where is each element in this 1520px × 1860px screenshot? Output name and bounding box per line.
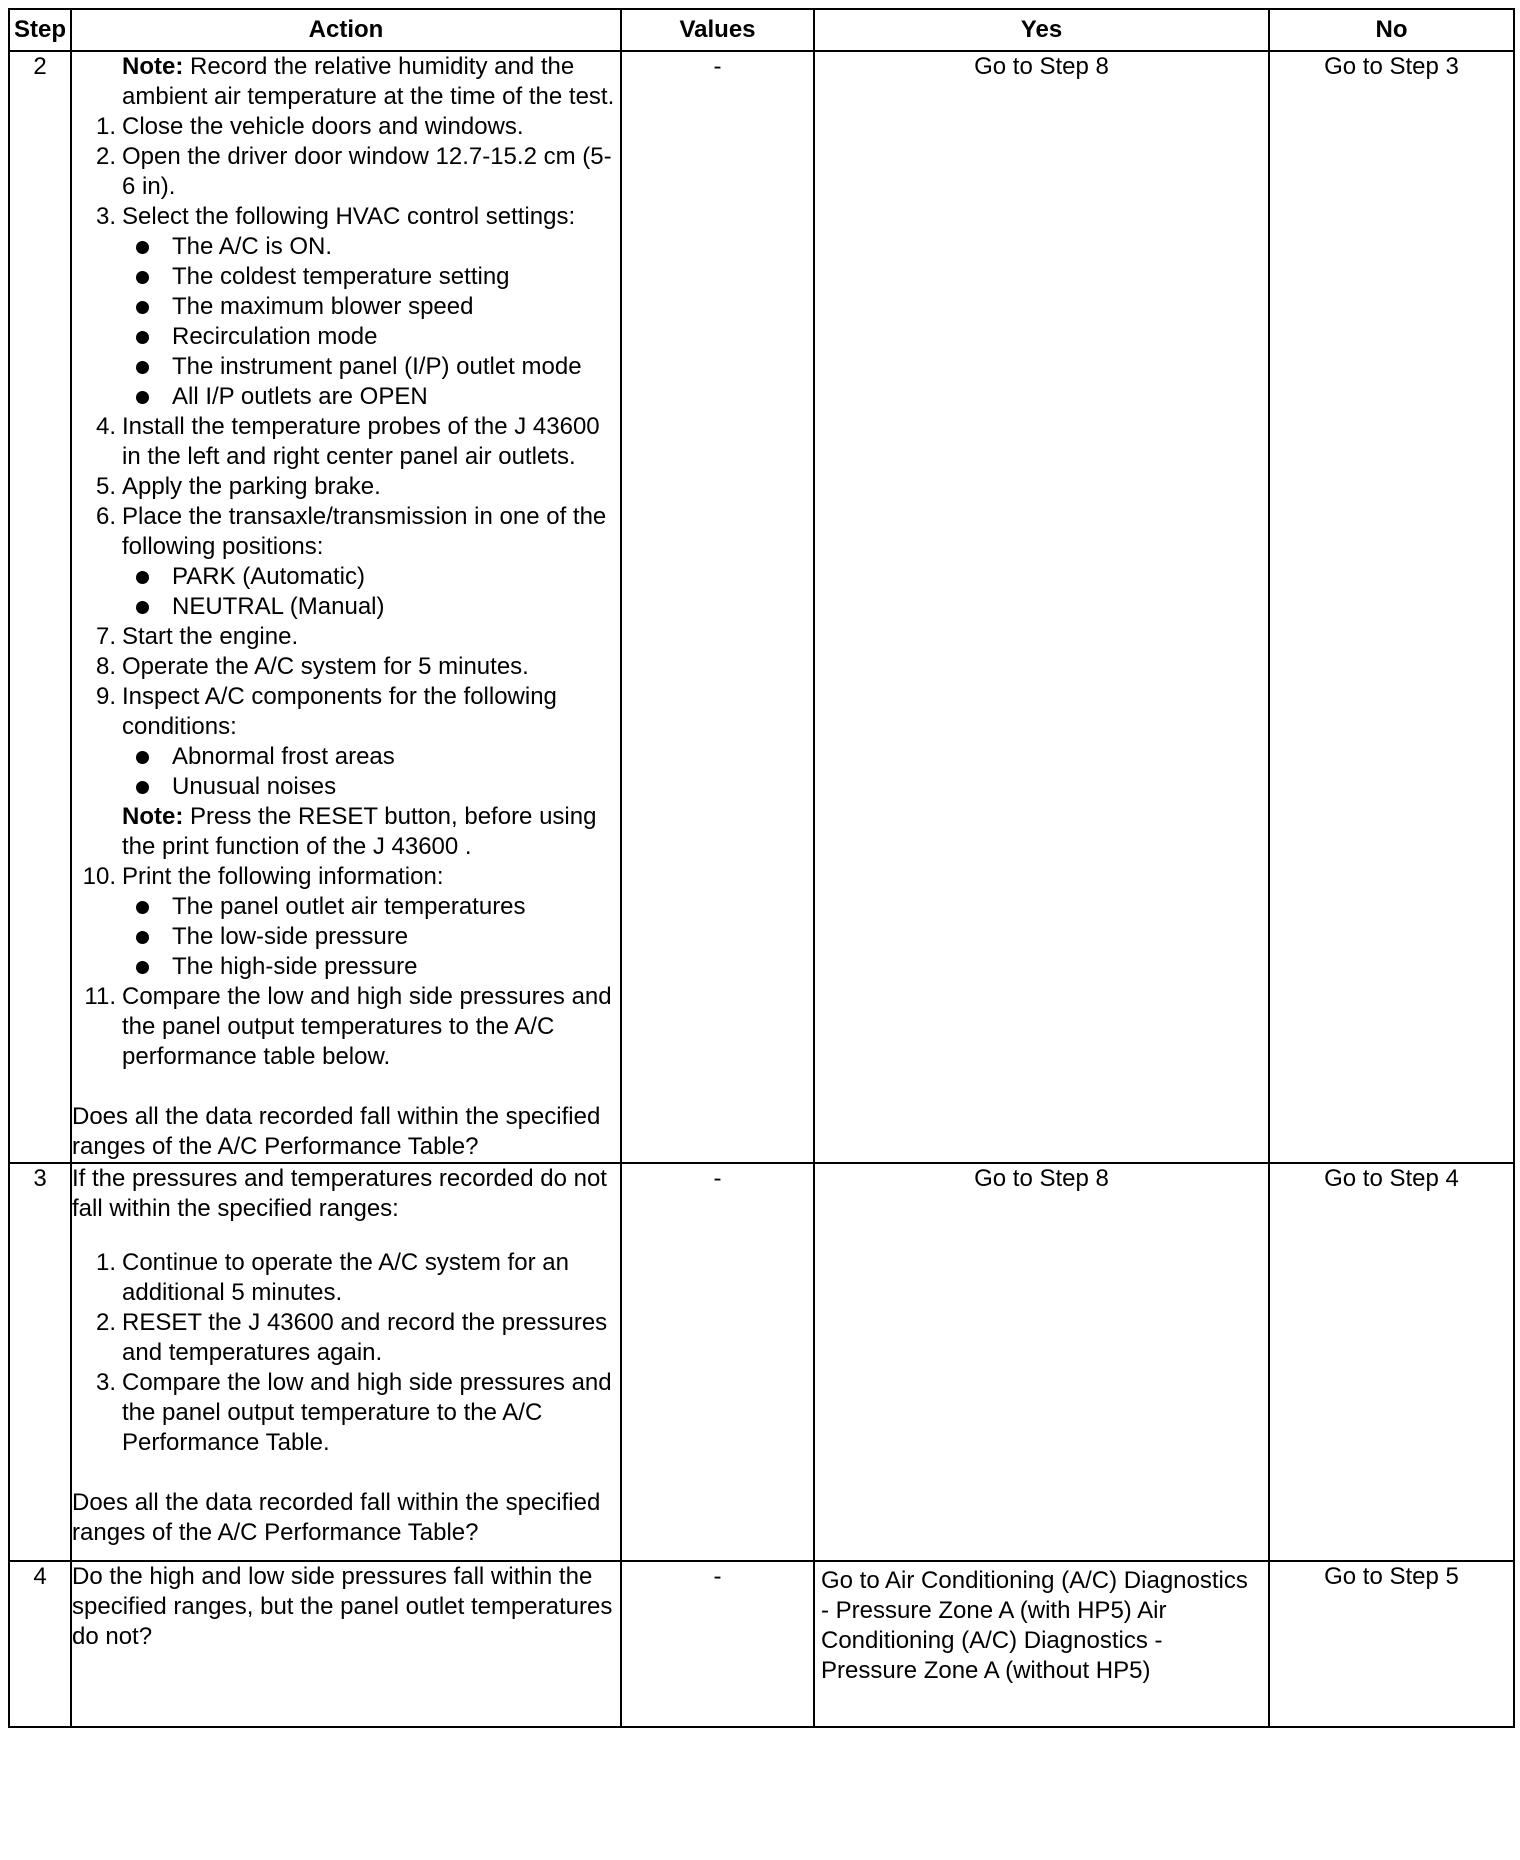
bullet-text: NEUTRAL (Manual) [172, 593, 385, 620]
header-yes: Yes [814, 9, 1269, 51]
list-item [72, 862, 620, 892]
list-text: Select the following HVAC control settings: [122, 203, 576, 230]
bullet-item [136, 772, 620, 802]
bullet-icon [136, 742, 172, 772]
header-no: No [1269, 9, 1514, 51]
bullet-item [136, 232, 620, 262]
note [122, 802, 620, 862]
list-item [72, 622, 620, 652]
header-row [9, 9, 1514, 51]
list-text: Install the temperature probes of the J 43600 in the left and right center panel air outlets. [122, 413, 600, 470]
bullet-item [136, 922, 620, 952]
bullet-text: The panel outlet air temperatures [172, 893, 526, 920]
list-text: Apply the parking brake. [122, 473, 381, 500]
list-item [72, 682, 620, 742]
yes-cell: Go to Step 8 [814, 1163, 1269, 1561]
list-text: Compare the low and high side pressures and the panel output temperature to the A/C Performance Table. [122, 1369, 612, 1456]
list-text: Start the engine. [122, 623, 299, 650]
list-number: 9. [95, 683, 116, 710]
bullet-item [136, 892, 620, 922]
intro-text: If the pressures and temperatures recorded do not fall within the specified ranges: [72, 1165, 607, 1222]
step-row-4 [9, 1561, 1514, 1727]
note-text: Record the relative humidity and the ambient air temperature at the time of the test. [122, 53, 615, 110]
question: Does all the data recorded fall within the specified ranges of the A/C Performance Table? [72, 1489, 601, 1546]
bullet-item [136, 322, 620, 352]
bullet-text: Unusual noises [172, 773, 337, 800]
bullet-icon [136, 952, 172, 982]
list-number: 7. [95, 623, 116, 650]
list-number: 3. [95, 1369, 116, 1396]
bullet-icon [136, 562, 172, 592]
bullet-icon [136, 892, 172, 922]
step-number: 2 [9, 51, 71, 1163]
list-item [72, 1248, 620, 1308]
list-item [72, 1308, 620, 1368]
list-text: RESET the J 43600 and record the pressures and temperatures again. [122, 1309, 608, 1366]
note-label: Note: [122, 53, 184, 80]
action-cell [71, 51, 621, 1163]
step-row-2 [9, 51, 1514, 1163]
values-cell: - [621, 51, 814, 1163]
bullet-text: The low-side pressure [172, 923, 409, 950]
bullet-item [136, 292, 620, 322]
list-number: 5. [95, 473, 116, 500]
list-item [72, 142, 620, 202]
note-text: Press the RESET button, before using the print function of the J 43600 . [122, 803, 597, 860]
list-number: 3. [95, 203, 116, 230]
list-text: Place the transaxle/transmission in one of the following positions: [122, 503, 607, 560]
bullet-item [136, 952, 620, 982]
list-item [72, 652, 620, 682]
list-text: Operate the A/C system for 5 minutes. [122, 653, 529, 680]
list-text: Close the vehicle doors and windows. [122, 113, 524, 140]
action-cell [71, 1163, 621, 1561]
list-text: Compare the low and high side pressures and the panel output temperatures to the A/C performance table below. [122, 983, 612, 1070]
bullet-text: The maximum blower speed [172, 293, 474, 320]
bullet-text: PARK (Automatic) [172, 563, 365, 590]
note [122, 52, 620, 112]
bullet-icon [136, 262, 172, 292]
bullet-icon [136, 922, 172, 952]
question: Does all the data recorded fall within the specified ranges of the A/C Performance Table? [72, 1103, 601, 1160]
action-cell [71, 1561, 621, 1727]
step-row-3 [9, 1163, 1514, 1561]
bullet-icon [136, 232, 172, 262]
bullet-icon [136, 322, 172, 352]
bullet-text: All I/P outlets are OPEN [172, 383, 428, 410]
list-text: Inspect A/C components for the following conditions: [122, 683, 557, 740]
list-number: 11. [84, 983, 116, 1010]
list-item [72, 112, 620, 142]
bullet-text: Abnormal frost areas [172, 743, 395, 770]
bullet-icon [136, 592, 172, 622]
no-cell: Go to Step 3 [1269, 51, 1514, 1163]
list-text: Open the driver door window 12.7-15.2 cm (5-6 in). [122, 143, 612, 200]
bullet-item [136, 592, 620, 622]
list-number: 2. [95, 143, 116, 170]
no-cell: Go to Step 4 [1269, 1163, 1514, 1561]
note-label: Note: [122, 803, 184, 830]
values-cell: - [621, 1561, 814, 1727]
bullet-icon [136, 382, 172, 412]
bullet-item [136, 562, 620, 592]
bullet-icon [136, 292, 172, 322]
bullet-item [136, 262, 620, 292]
diagnostic-table [8, 8, 1515, 1728]
list-number: 10. [82, 863, 116, 890]
list-number: 1. [95, 113, 116, 140]
bullet-icon [136, 352, 172, 382]
list-item [72, 1368, 620, 1458]
question: Do the high and low side pressures fall within the specified ranges, but the panel outlet temperatures do not? [72, 1563, 613, 1650]
values-cell: - [621, 1163, 814, 1561]
no-cell: Go to Step 5 [1269, 1561, 1514, 1727]
header-values: Values [621, 9, 814, 51]
list-item [72, 502, 620, 562]
bullet-item [136, 352, 620, 382]
list-item [72, 472, 620, 502]
bullet-icon [136, 772, 172, 802]
list-item [72, 202, 620, 232]
list-item [72, 982, 620, 1072]
list-number: 4. [95, 413, 116, 440]
step-number: 4 [9, 1561, 71, 1727]
list-text: Continue to operate the A/C system for an additional 5 minutes. [122, 1249, 569, 1306]
list-number: 8. [95, 653, 116, 680]
step-number: 3 [9, 1163, 71, 1561]
bullet-text: The A/C is ON. [172, 233, 333, 260]
list-number: 6. [95, 503, 116, 530]
bullet-item [136, 742, 620, 772]
yes-cell[interactable]: Go to Air Conditioning (A/C) Diagnostics - Pressure Zone A (with HP5) Air Conditioning (A/C) Diagnostics - Pressure Zone A (without HP5) [814, 1561, 1269, 1727]
header-step: Step [9, 9, 71, 51]
bullet-text: The instrument panel (I/P) outlet mode [172, 353, 582, 380]
list-text: Print the following information: [122, 863, 444, 890]
header-action: Action [71, 9, 621, 51]
bullet-item [136, 382, 620, 412]
bullet-text: The coldest temperature setting [172, 263, 510, 290]
list-number: 2. [95, 1309, 116, 1336]
list-item [72, 412, 620, 472]
bullet-text: Recirculation mode [172, 323, 378, 350]
list-number: 1. [95, 1249, 116, 1276]
bullet-text: The high-side pressure [172, 953, 418, 980]
yes-cell: Go to Step 8 [814, 51, 1269, 1163]
